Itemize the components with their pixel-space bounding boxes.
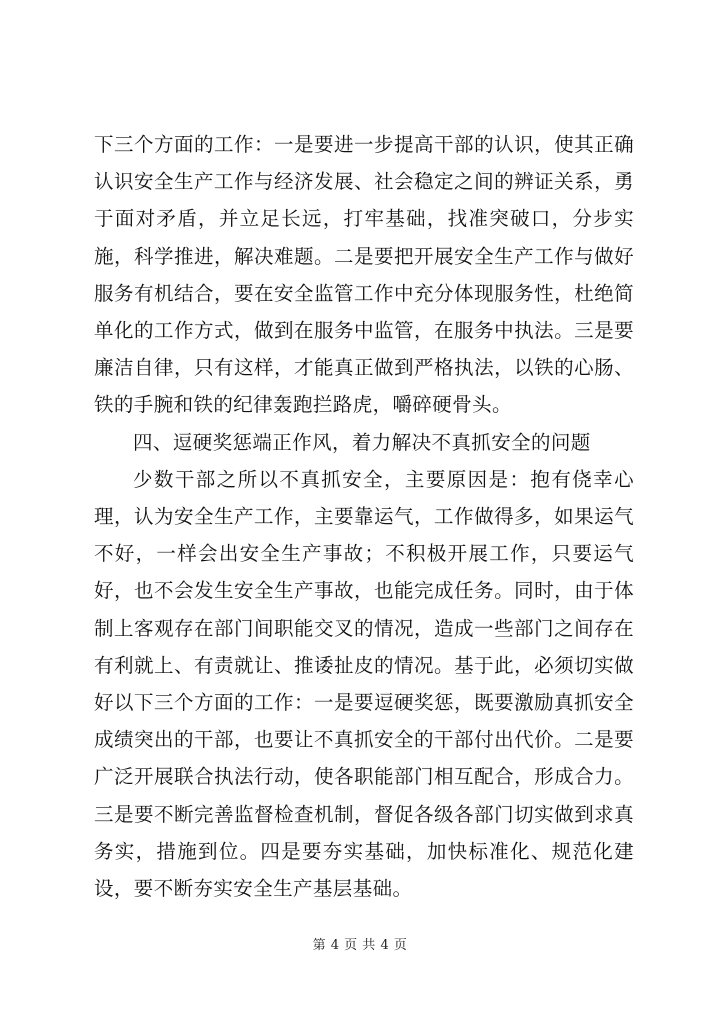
paragraph-section-4: 少数干部之所以不真抓安全，主要原因是：抱有侥幸心理，认为安全生产工作，主要靠运气，工作做得多，如果运气不好，一样会出安全生产事故；不积极开展工作，只要运气好，也不会发生安全生产事故，也能完成任务。同时，由于体制上客观存在部门间职能交叉的情况，造成一些部门之间存在有利就上、有责就让、推诿扯皮的情况。基于此，必须切实做好以下三个方面的工作：一是要逗硬奖惩，既要激励真抓安全成绩突出的干部，也要让不真抓安全的干部付出代价。二是要广泛开展联合执法行动，使各职能部门相互配合，形成合力。三是要不断完善监督检查机制，督促各级各部门切实做到求真务实，措施到位。四是要夯实基础，加快标准化、规范化建设，要不断夯实安全生产基层基础。	[94, 467, 634, 901]
document-body	[94, 126, 634, 907]
section-heading-4: 四、逗硬奖惩端正作风，着力解决不真抓安全的问题	[133, 430, 591, 454]
page-footer: 第 4 页 共 4 页	[312, 938, 408, 953]
paragraph-continued: 下三个方面的工作：一是要进一步提高干部的认识，使其正确认识安全生产工作与经济发展、社会稳定之间的辨证关系，勇于面对矛盾，并立足长远，打牢基础，找准突破口，分步实施，科学推进，解决难题。二是要把开展安全生产工作与做好服务有机结合，要在安全监管工作中充分体现服务性，杜绝简单化的工作方式，做到在服务中监管，在服务中执法。三是要廉洁自律，只有这样，才能真正做到严格执法，以铁的心肠、铁的手腕和铁的纪律轰跑拦路虎，嚼碎硬骨头。	[94, 133, 634, 417]
